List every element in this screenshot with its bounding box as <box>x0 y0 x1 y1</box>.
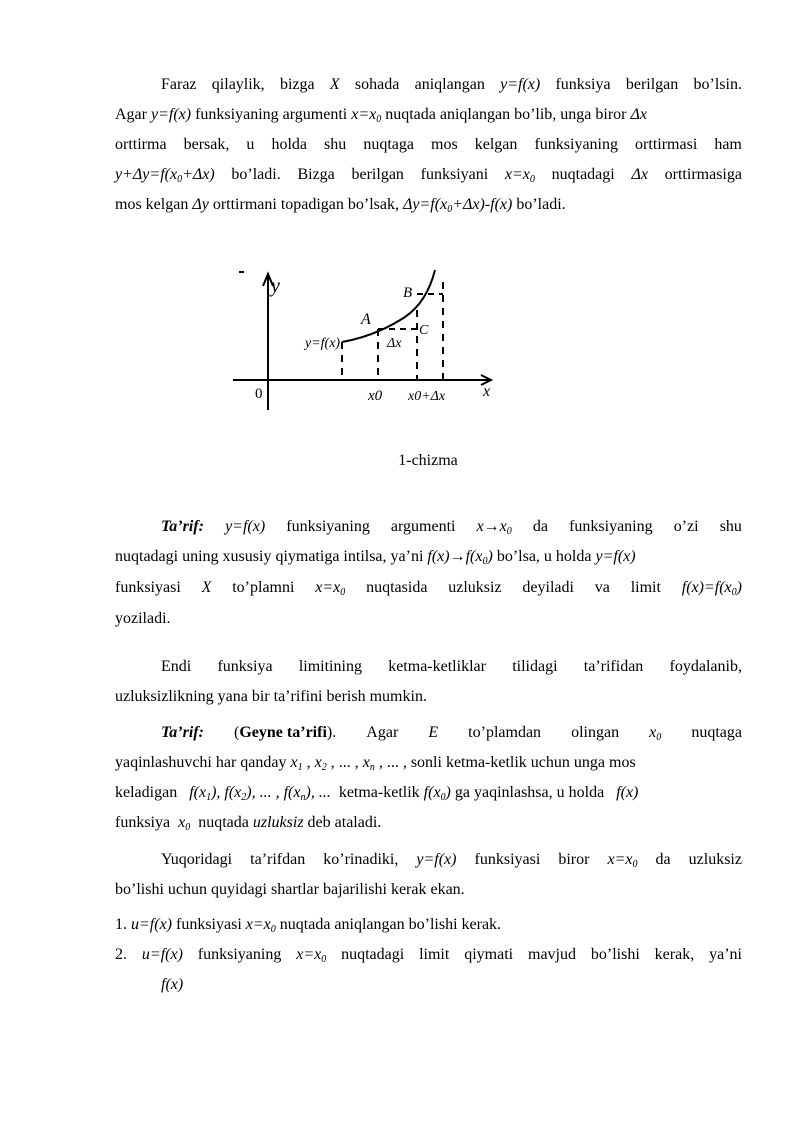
conditions-line-2: bo’lishi uchun quyidagi shartlar bajarilishi kerak ekan. <box>115 881 465 898</box>
paragraph-intro <box>115 70 742 220</box>
definition-line-4: yoziladi. <box>115 610 171 627</box>
definition-line-2: nuqtadagi uning xususiy qiymatiga intilsa, ya’ni $f(x)\to f(x_0)$ bo’lsa, u holda y=f(x) <box>115 548 636 567</box>
sequences-line-2: uzluksizlikning yana bir ta’rifini berish mumkin. <box>115 688 427 705</box>
list-item-2: 2. u=f(x) funksiyaning $x=x_0$ nuqtadagi limit qiymati mavjud bo’lishi kerak, ya’ni <box>115 946 742 965</box>
intro-line-2: Agar y=f(x) funksiyaning argumenti $x=x_0$ nuqtada aniqlangan bo’lib, unga biror Δx <box>115 106 647 125</box>
x0-label: x0 <box>368 388 383 404</box>
list-item-1: 1. u=f(x) funksiyasi $x=x_0$ nuqtada aniqlangan bo’lishi kerak. <box>115 916 502 935</box>
function-label: y=f(x) <box>305 336 341 351</box>
list-item-3: f(x) <box>161 976 184 993</box>
paragraph-heine <box>115 718 742 838</box>
function-increment-graph <box>225 262 505 422</box>
paragraph-sequences <box>115 652 742 712</box>
heine-line-2: yaqinlashuvchi har qanday $x_1$ , $x_2$ , ... , $x_n$ , ... , sonli ketma-ketlik uchun unga mos <box>115 754 636 773</box>
paragraph-conditions <box>115 845 742 905</box>
x0-dx-label: x0+Δx <box>408 389 446 404</box>
point-a-label: A <box>361 311 371 328</box>
heine-line-3: keladigan $f(x_1)$, $f(x_2)$, ... , $f(x_n)$, ... ketma-ketlik $f(x_0)$ ga yaqinlashsa, u holda f(x) <box>115 784 639 803</box>
conditions-list <box>115 910 742 1000</box>
definition-line-3: funksiyasi X to’plamni $x=x_0$ nuqtasida uzluksiz deyiladi va limit $f(x)=f(x_0)$ <box>115 579 742 598</box>
x-axis-label: x <box>483 383 491 400</box>
heine-line-1: Ta’rif: (Geyne ta’rifi). Agar E to’plamdan olingan $x_0$ nuqtaga <box>161 724 742 743</box>
delta-x-label: Δx <box>387 336 402 351</box>
intro-line-4: $y+\Delta y=f(x_0+\Delta x)$ bo’ladi. Bizga berilgan funksiyani $x=x_0$ nuqtadagi Δx orttirmasiga <box>115 166 742 185</box>
sequences-line-1: Endi funksiya limitining ketma-ketliklar tilidagi ta’rifidan foydalanib, <box>161 658 742 675</box>
heine-line-4: funksiya $x_0$ nuqtada uzluksiz deb ataladi. <box>115 814 382 833</box>
figure-caption: 1-chizma <box>398 452 458 469</box>
intro-line-5: mos kelgan Δy orttirmani topadigan bo’lsak, $\Delta y=f(x_0+\Delta x)-f(x)$ bo’ladi. <box>115 196 566 215</box>
intro-line-3: orttirma bersak, u holda shu nuqtaga mos kelgan funksiyaning orttirmasi ham <box>115 136 742 153</box>
intro-line-1: Faraz qilaylik, bizga X sohada aniqlangan y=f(x) funksiya berilgan bo’lsin. <box>161 76 742 93</box>
y-axis-label: y <box>271 275 280 297</box>
definition-line-1: Ta’rif: y=f(x) funksiyaning argumenti $x\to x_0$ da funksiyaning o’zi shu <box>161 518 742 537</box>
paragraph-definition <box>115 512 742 634</box>
point-c-label: C <box>419 323 429 338</box>
conditions-line-1: Yuqoridagi ta’rifdan ko’rinadiki, y=f(x) funksiyasi biror $x=x_0$ da uzluksiz <box>161 851 742 870</box>
point-b-label: B <box>403 285 413 301</box>
origin-label: 0 <box>255 386 263 402</box>
